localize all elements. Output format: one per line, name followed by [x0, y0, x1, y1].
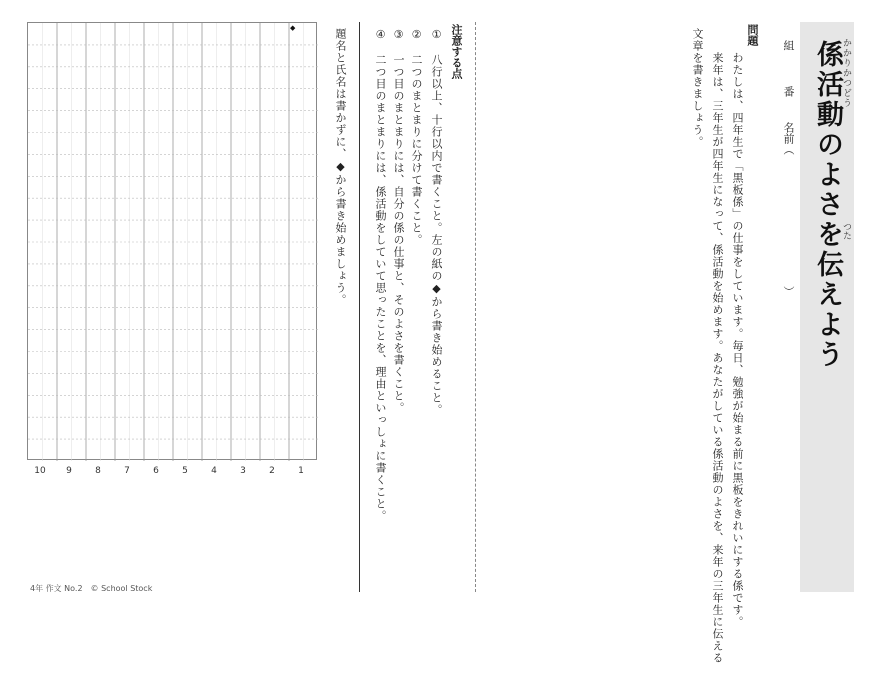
grid-lines: [28, 23, 318, 461]
start-mark: ◆: [290, 24, 296, 32]
number-label: 番: [782, 86, 795, 97]
note-item: ② 二つのまとまりに分けて書くこと。: [410, 28, 423, 246]
question-line: 文章を書きましょう。: [691, 28, 704, 148]
column-number: 6: [153, 466, 159, 476]
note-item: ③ 一つ目のまとまりには、自分の係の仕事と、そのよさを書くこと。: [392, 28, 405, 414]
column-number: 8: [95, 466, 101, 476]
title-ruby: かかりかつどう: [841, 38, 851, 108]
page-title: 係活動のよさを伝えよう: [812, 40, 843, 370]
instruction-line: ◆から書き始めましょう。: [334, 160, 347, 306]
notes-title: 注意する点: [450, 24, 463, 79]
name-label: 名前（: [782, 122, 795, 155]
column-number: 1: [298, 466, 304, 476]
column-number: 2: [269, 466, 275, 476]
title-ruby-tsuta: つた: [841, 222, 851, 240]
column-number: 3: [240, 466, 246, 476]
class-label: 組: [782, 40, 795, 51]
column-number: 5: [182, 466, 188, 476]
divider-line: [359, 22, 360, 592]
name-close: ）: [782, 286, 795, 297]
note-item: ④ 二つ目のまとまりには、係活動をしていて思ったことを、理由といっしょに書くこと。: [374, 28, 387, 522]
cut-line: [475, 22, 476, 592]
question-line: 来年は、三年生が四年生になって、係活動を始めます。あなたがしている係活動のよさを、来年の三年生に伝える: [711, 52, 724, 664]
instruction-line: 題名と氏名は書かずに、: [334, 28, 347, 160]
column-number: 10: [34, 466, 46, 476]
column-number: 7: [124, 466, 130, 476]
writing-grid[interactable]: [27, 22, 317, 460]
footer: 4年 作文 No.2 © School Stock: [30, 584, 153, 593]
question-label: 問題: [746, 24, 759, 46]
note-item: ① 八行以上、十行以内で書くこと。左の紙の◆から書き始めること。: [430, 28, 443, 416]
question-line: わたしは、四年生で「黒板係」の仕事をしています。毎日、勉強が始まる前に黒板をきれいにする係です。: [731, 52, 744, 628]
column-number: 9: [66, 466, 72, 476]
column-number: 4: [211, 466, 217, 476]
